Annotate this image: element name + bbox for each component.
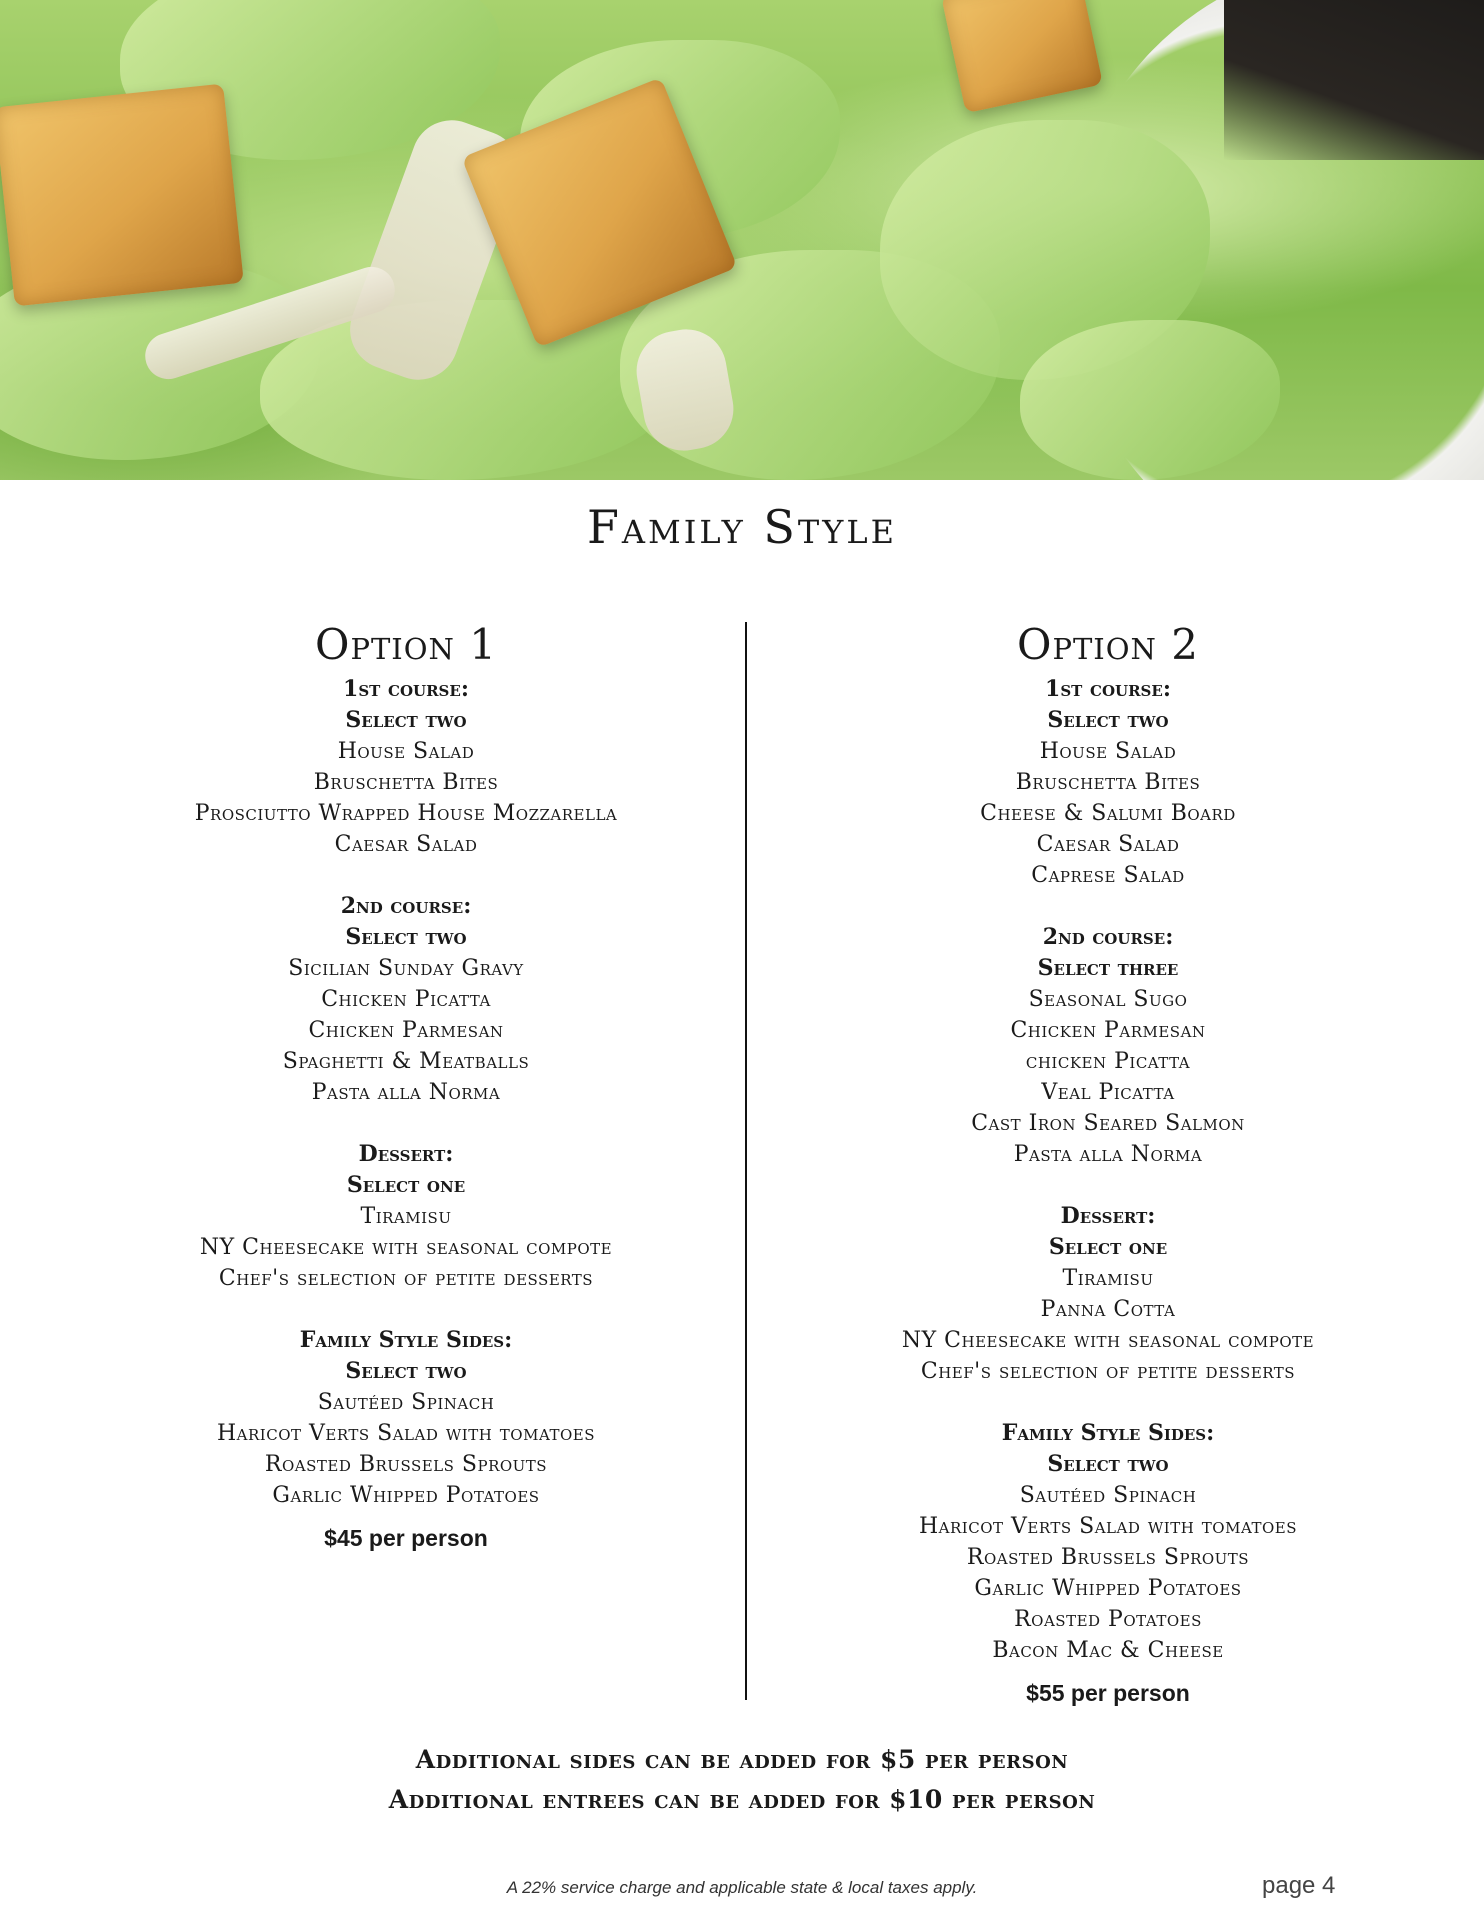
column-divider (745, 622, 747, 1700)
menu-item: Prosciutto Wrapped House Mozzarella (194, 801, 618, 826)
menu-item: Bruschetta Bites (313, 770, 499, 795)
menu-section (86, 891, 726, 1108)
menu-item: Bacon Mac & Cheese (992, 1638, 1224, 1663)
section-selection-rule: Select two (345, 1358, 467, 1384)
menu-item: Garlic Whipped Potatoes (272, 1483, 540, 1508)
page-title: Family Style (587, 500, 897, 554)
menu-section (86, 1325, 726, 1511)
hero-photo (0, 0, 1484, 480)
menu-item: Panna Cotta (1040, 1297, 1176, 1322)
menu-item: Roasted Potatoes (1014, 1607, 1202, 1632)
section-selection-rule: Select two (1047, 1451, 1169, 1477)
section-heading: 2nd course: (340, 893, 472, 919)
menu-item: Pasta alla Norma (311, 1080, 501, 1105)
section-heading: 1st course: (343, 676, 469, 702)
price-per-person: $45 per person (324, 1525, 488, 1551)
section-selection-rule: Select two (1047, 707, 1169, 733)
price-per-person: $55 per person (1026, 1680, 1190, 1706)
menu-section (788, 674, 1428, 891)
menu-item: NY Cheesecake with seasonal compote (901, 1328, 1315, 1353)
section-selection-rule: Select two (345, 924, 467, 950)
menu-section (788, 1201, 1428, 1387)
menu-item: Caesar Salad (334, 832, 478, 857)
menu-item: Tiramisu (360, 1204, 452, 1229)
menu-item: Haricot Verts Salad with tomatoes (919, 1514, 1297, 1539)
page-number: page 4 (1262, 1872, 1336, 1899)
menu-item: Haricot Verts Salad with tomatoes (217, 1421, 595, 1446)
menu-item: House Salad (337, 739, 475, 764)
menu-section (788, 922, 1428, 1170)
section-selection-rule: Select one (346, 1172, 466, 1198)
menu-item: Sautéed Spinach (317, 1390, 495, 1415)
menu-section (788, 1418, 1428, 1666)
section-selection-rule: Select one (1048, 1234, 1168, 1260)
section-heading: Dessert: (1060, 1203, 1156, 1229)
menu-item: Veal Picatta (1041, 1080, 1175, 1105)
menu-item: Caesar Salad (1036, 832, 1180, 857)
menu-item: Sautéed Spinach (1019, 1483, 1197, 1508)
section-heading: Dessert: (358, 1141, 454, 1167)
additional-sides-note: Additional sides can be added for $5 per person (415, 1745, 1069, 1774)
menu-item: Roasted Brussels Sprouts (264, 1452, 548, 1477)
menu-item: Cast Iron Seared Salmon (971, 1111, 1245, 1136)
menu-item: Bruschetta Bites (1015, 770, 1201, 795)
menu-item: Chef's selection of petite desserts (218, 1266, 594, 1291)
footer-notes (0, 1740, 1484, 1820)
menu-item: Spaghetti & Meatballs (282, 1049, 530, 1074)
menu-item: NY Cheesecake with seasonal compote (199, 1235, 613, 1260)
section-heading: Family Style Sides: (299, 1327, 513, 1353)
menu-section (86, 674, 726, 860)
menu-item: Chicken Picatta (321, 987, 491, 1012)
menu-item: Garlic Whipped Potatoes (974, 1576, 1242, 1601)
menu-item: Cheese & Salumi Board (980, 801, 1236, 826)
menu-item: Pasta alla Norma (1013, 1142, 1203, 1167)
menu-item: Seasonal Sugo (1028, 987, 1188, 1012)
service-charge-disclaimer: A 22% service charge and applicable state & local taxes apply. (506, 1878, 978, 1897)
option-title: Option 1 (315, 620, 497, 669)
section-selection-rule: Select two (345, 707, 467, 733)
menu-item: chicken Picatta (1025, 1049, 1191, 1074)
section-heading: 1st course: (1045, 676, 1171, 702)
option-title: Option 2 (1017, 620, 1199, 669)
section-heading: Family Style Sides: (1001, 1420, 1215, 1446)
menu-section (86, 1139, 726, 1294)
menu-item: Chef's selection of petite desserts (920, 1359, 1296, 1384)
menu-item: Tiramisu (1062, 1266, 1154, 1291)
menu-item: Sicilian Sunday Gravy (288, 956, 524, 981)
additional-entrees-note: Additional entrees can be added for $10 per person (388, 1785, 1096, 1814)
menu-item: Chicken Parmesan (1010, 1018, 1206, 1043)
menu-item: Caprese Salad (1031, 863, 1185, 888)
option-1-column (86, 620, 726, 1556)
menu-item: Chicken Parmesan (308, 1018, 504, 1043)
menu-item: House Salad (1039, 739, 1177, 764)
option-2-column (788, 620, 1428, 1711)
menu-item: Roasted Brussels Sprouts (966, 1545, 1250, 1570)
section-selection-rule: Select three (1037, 955, 1179, 981)
section-heading: 2nd course: (1042, 924, 1174, 950)
